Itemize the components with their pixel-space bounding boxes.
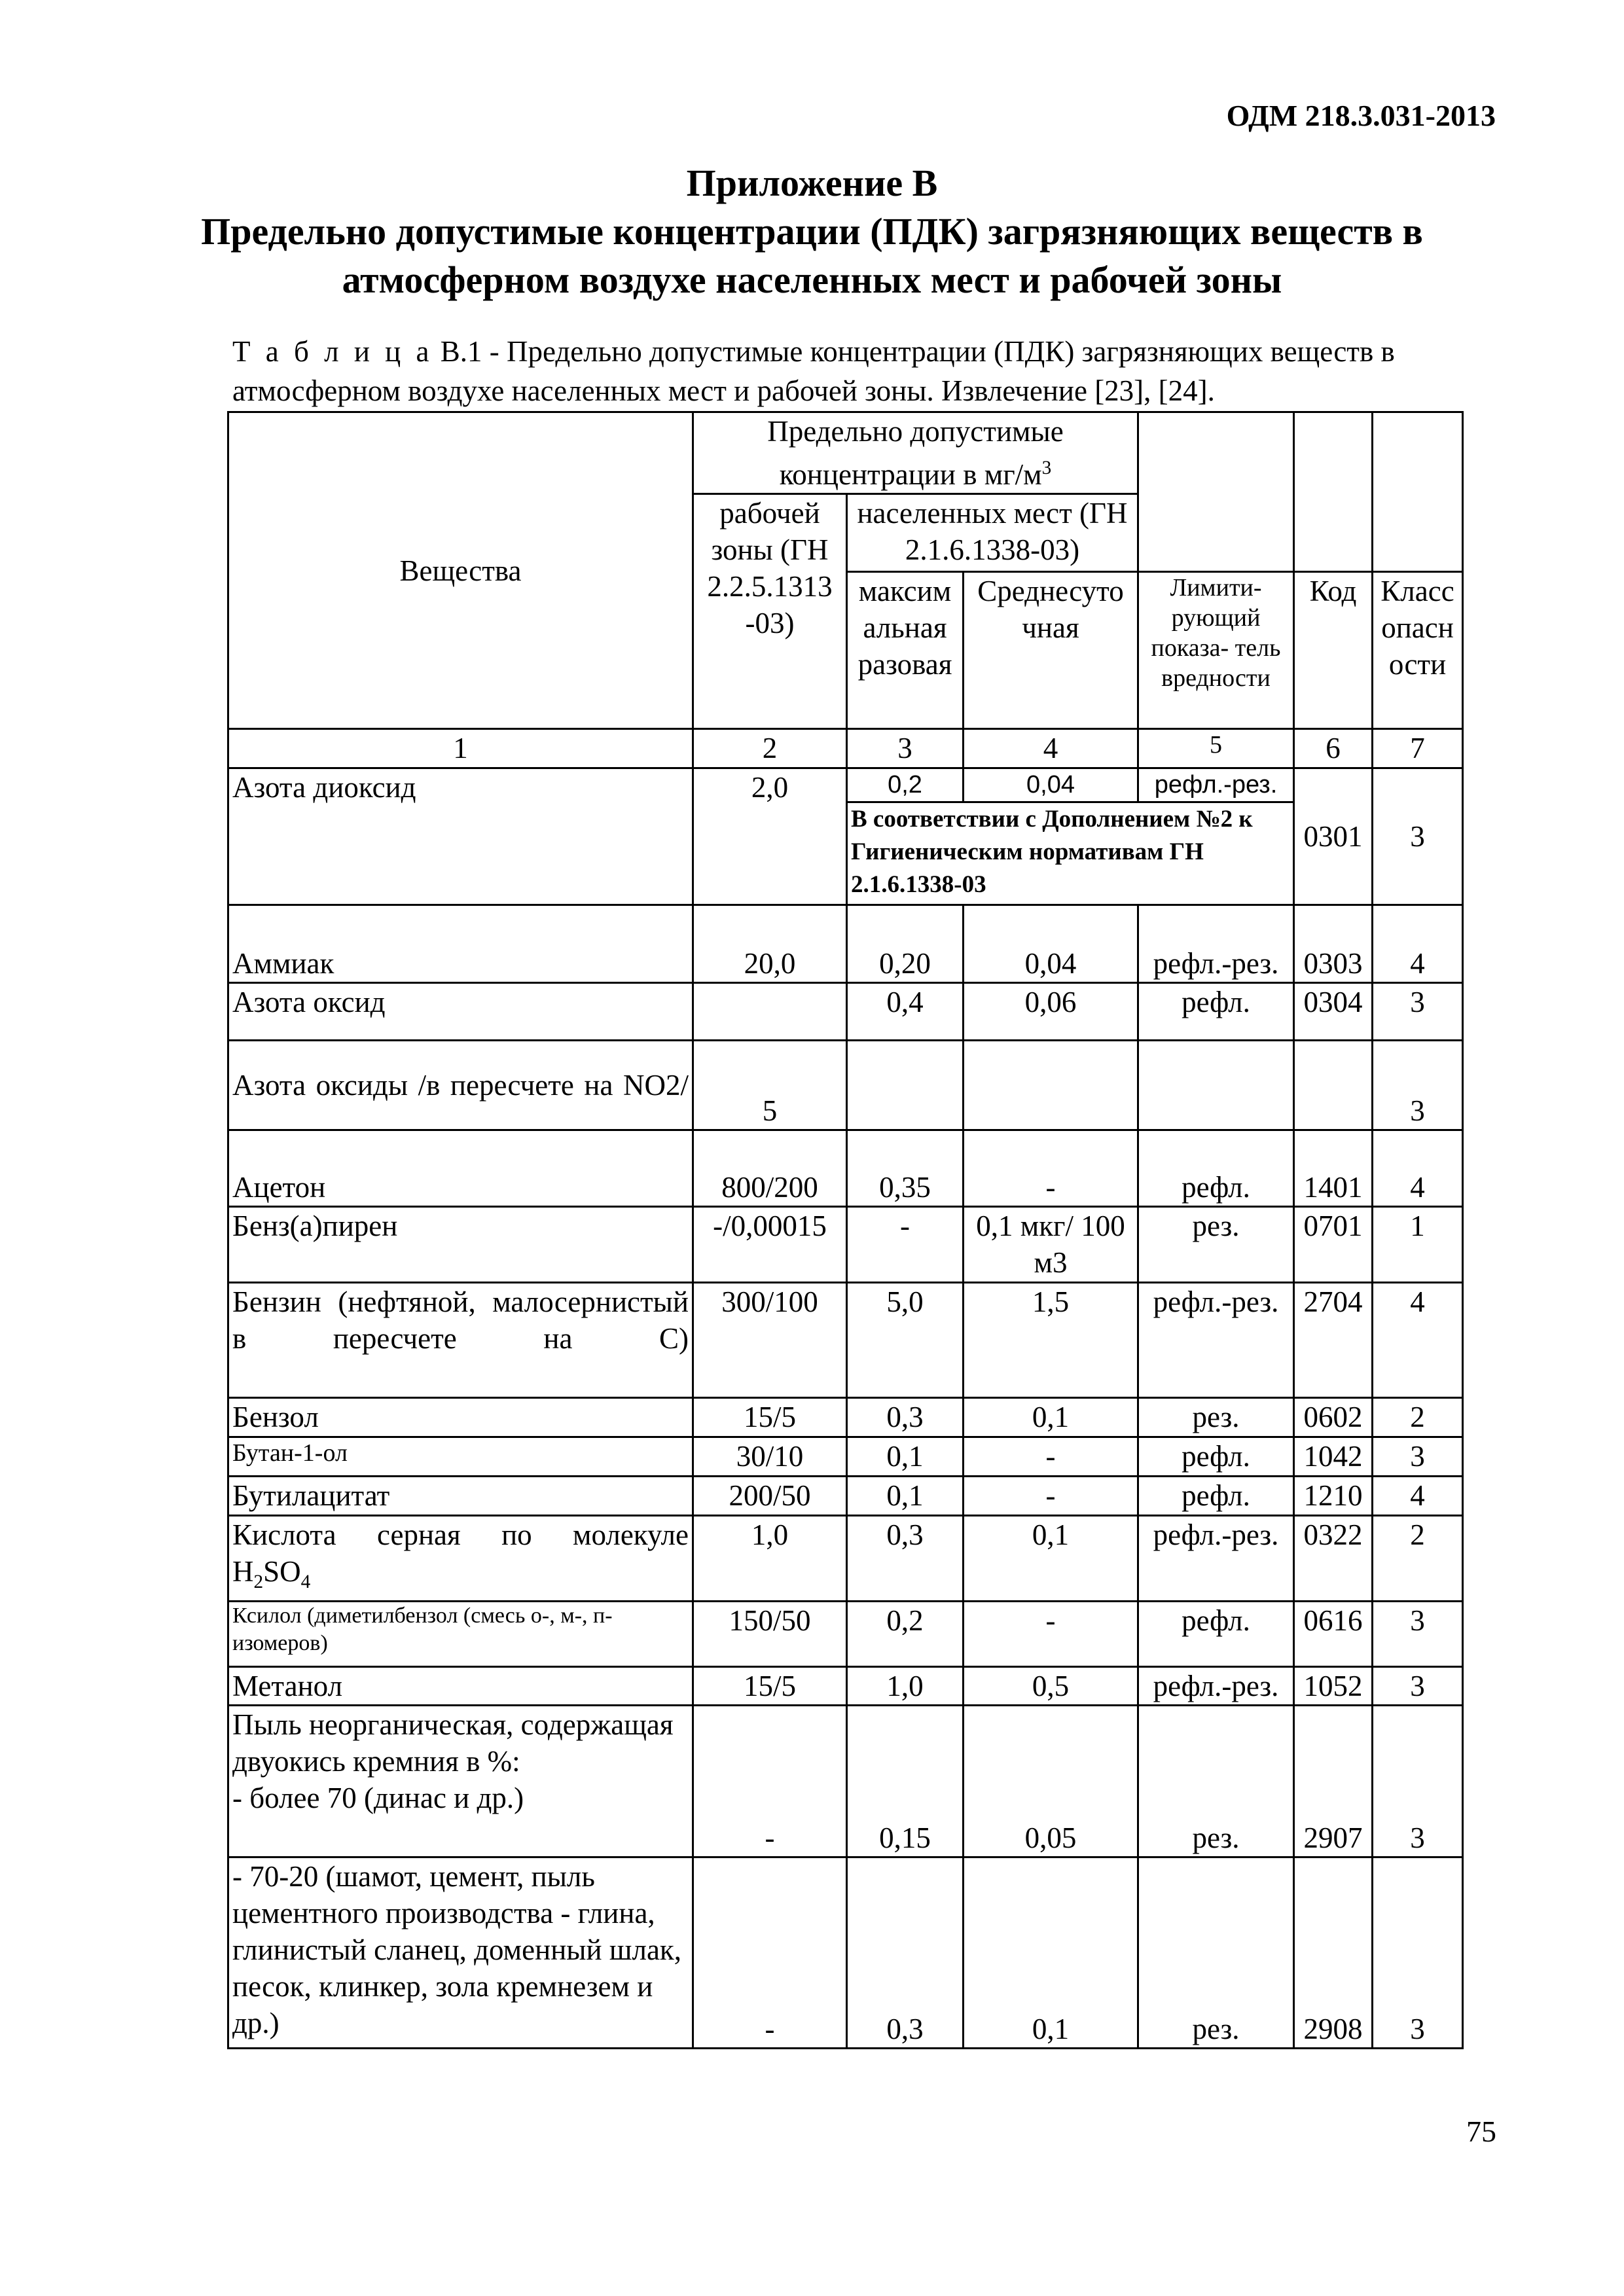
limiting-indicator-value: рефл.	[1138, 1437, 1294, 1477]
substance-name: Бутан-1-ол	[228, 1437, 693, 1477]
substance-name: Метанол	[228, 1667, 693, 1706]
substance-name: Аммиак	[228, 905, 693, 983]
daily-average-value: 0,1	[964, 1516, 1138, 1602]
table-row	[228, 1283, 1463, 1398]
table-row	[228, 1477, 1463, 1516]
header-max-single: максим альная разовая	[847, 572, 964, 729]
work-zone-value	[693, 983, 847, 1041]
limiting-indicator-value: рефл.-рез.	[1138, 1667, 1294, 1706]
table-row	[228, 1516, 1463, 1602]
hazard-class-value: 3	[1373, 1857, 1463, 2049]
supplement-note: В соответствии с Дополнением №2 к Гигиеническим нормативам ГН 2.1.6.1338-03	[847, 802, 1294, 905]
substance-subitem: - более 70 (динас и др.)	[232, 1782, 524, 1814]
code-value: 1052	[1294, 1667, 1373, 1706]
code-value: 1042	[1294, 1437, 1373, 1477]
daily-average-value: 0,1	[964, 1857, 1138, 2049]
work-zone-value: 30/10	[693, 1437, 847, 1477]
col-num: 6	[1294, 729, 1373, 768]
substance-name	[228, 1516, 693, 1602]
max-single-value: 0,4	[847, 983, 964, 1041]
hazard-class-value: 2	[1373, 1398, 1463, 1437]
max-single-value: 0,3	[847, 1398, 964, 1437]
code-value: 0701	[1294, 1207, 1373, 1283]
max-single-value: 0,20	[847, 905, 964, 983]
limiting-indicator-value: рефл.	[1138, 1130, 1294, 1207]
hazard-class-value: 4	[1373, 1477, 1463, 1516]
work-zone-value: 15/5	[693, 1667, 847, 1706]
daily-average-value: 0,5	[964, 1667, 1138, 1706]
code-value: 0616	[1294, 1602, 1373, 1667]
appendix-title: Приложение В	[686, 162, 938, 204]
max-single-value	[847, 1041, 964, 1130]
daily-average-value: 0,1 мкг/ 100 м3	[964, 1207, 1138, 1283]
col-num: 4	[964, 729, 1138, 768]
work-zone-value: 200/50	[693, 1477, 847, 1516]
max-single-value: 1,0	[847, 1667, 964, 1706]
max-single-value: 0,15	[847, 1706, 964, 1857]
work-zone-value: 20,0	[693, 905, 847, 983]
hazard-class-value: 3	[1373, 1667, 1463, 1706]
substance-name: Бензол	[228, 1398, 693, 1437]
code-value: 2908	[1294, 1857, 1373, 2049]
hazard-class-value: 2	[1373, 1516, 1463, 1602]
col-num: 7	[1373, 729, 1463, 768]
work-zone-value: 800/200	[693, 1130, 847, 1207]
code-value: 2907	[1294, 1706, 1373, 1857]
appendix-subtitle-line-1: Предельно допустимые концентрации (ПДК) загрязняющих веществ в	[201, 210, 1423, 253]
substance-name: Бенз(а)пирен	[228, 1207, 693, 1283]
header-empty-limiting	[1138, 412, 1294, 572]
daily-average-value	[964, 1041, 1138, 1130]
limiting-indicator-value: рефл.	[1138, 983, 1294, 1041]
daily-average-value: -	[964, 1477, 1138, 1516]
hazard-class-value: 3	[1373, 1706, 1463, 1857]
daily-average-value: -	[964, 1602, 1138, 1667]
limiting-indicator-value: рез.	[1138, 1398, 1294, 1437]
code-value: 0301	[1294, 768, 1373, 905]
appendix-subtitle-line-2: атмосферном воздухе населенных мест и рабочей зоны	[342, 259, 1282, 301]
max-single-value: 0,3	[847, 1516, 964, 1602]
max-single-value: 5,0	[847, 1283, 964, 1398]
substance-name	[228, 1706, 693, 1857]
table-row	[228, 1437, 1463, 1477]
header-empty-hazard	[1373, 412, 1463, 572]
table-row	[228, 1706, 1463, 1857]
work-zone-value: -	[693, 1857, 847, 2049]
table-caption-text: В.1 - Предельно допустимые концентрации (ПДК) загрязняющих веществ в атмосферном воздухе населенных мест и рабочей зоны. Извлечение [23], [24].	[232, 335, 1395, 407]
substance-name-text: Пыль неорганическая, содержащая двуокись кремния в %:	[232, 1708, 674, 1778]
daily-average-value: 0,05	[964, 1706, 1138, 1857]
limiting-indicator-value: рефл.	[1138, 1477, 1294, 1516]
daily-average-value: 0,1	[964, 1398, 1138, 1437]
sulfuric-acid-formula: $H_2SO_4$	[232, 1555, 311, 1592]
header-code: Код	[1294, 572, 1373, 729]
table-row	[228, 1602, 1463, 1667]
code-value: 2704	[1294, 1283, 1373, 1398]
daily-average-value: 0,04	[964, 768, 1138, 802]
hazard-class-value: 1	[1373, 1207, 1463, 1283]
table-caption-label: Т а б л и ц а	[232, 335, 433, 368]
limiting-indicator-value	[1138, 1041, 1294, 1130]
substance-name-text: Кислота серная по молекуле	[232, 1518, 689, 1551]
header-daily-average: Среднесуто чная	[964, 572, 1138, 729]
limiting-indicator-value: рефл.-рез.	[1138, 1283, 1294, 1398]
hazard-class-value: 3	[1373, 1437, 1463, 1477]
substance-name: Бутилацитат	[228, 1477, 693, 1516]
work-zone-value: 300/100	[693, 1283, 847, 1398]
hazard-class-value: 4	[1373, 1283, 1463, 1398]
max-single-value: -	[847, 1207, 964, 1283]
col-num: 2	[693, 729, 847, 768]
limiting-indicator-value: рез.	[1138, 1857, 1294, 2049]
table-row	[228, 1041, 1463, 1130]
substance-name: Азота оксид	[228, 983, 693, 1041]
max-single-value: 0,1	[847, 1477, 964, 1516]
hazard-class-value: 3	[1373, 1041, 1463, 1130]
daily-average-value: 0,06	[964, 983, 1138, 1041]
table-row	[228, 1130, 1463, 1207]
work-zone-value: 15/5	[693, 1398, 847, 1437]
work-zone-value: 1,0	[693, 1516, 847, 1602]
limiting-indicator-value: рефл.	[1138, 1602, 1294, 1667]
col-num: 5	[1138, 729, 1294, 768]
table-row	[228, 1207, 1463, 1283]
table-row	[228, 1857, 1463, 2049]
hazard-class-value: 3	[1373, 1602, 1463, 1667]
table-row	[228, 983, 1463, 1041]
substance-name: Ацетон	[228, 1130, 693, 1207]
table-row	[228, 905, 1463, 983]
header-work-zone: рабочей зоны (ГН 2.2.5.1313 -03)	[693, 494, 847, 729]
document-code: ОДМ 218.3.031-2013	[1226, 99, 1496, 132]
work-zone-value: -/0,00015	[693, 1207, 847, 1283]
substance-name: Ксилол (диметилбензол (смесь о-, м-, п- изомеров)	[228, 1602, 693, 1667]
limiting-indicator-value: рефл.-рез.	[1138, 905, 1294, 983]
table-row	[228, 768, 1463, 802]
max-single-value: 0,1	[847, 1437, 964, 1477]
table-caption	[232, 332, 1476, 410]
header-limiting-indicator: Лимити- рующий показа- тель вредности	[1138, 572, 1294, 729]
header-populated-areas: населенных мест (ГН 2.1.6.1338-03)	[847, 494, 1138, 572]
table-row	[228, 1667, 1463, 1706]
max-single-value: 0,2	[847, 768, 964, 802]
header-pdk-group: Предельно допустимые концентрации в $мг/м^3$	[693, 412, 1138, 494]
hazard-class-value: 4	[1373, 1130, 1463, 1207]
substance-name: Азота оксиды /в пересчете на NO2/	[228, 1041, 693, 1130]
substance-name: - 70-20 (шамот, цемент, пыль цементного производства - глина, глинистый сланец, доменный шлак, песок, клинкер, зола кремнезем и др.)	[228, 1857, 693, 2049]
code-value	[1294, 1041, 1373, 1130]
limiting-indicator-value: рез.	[1138, 1207, 1294, 1283]
col-num: 1	[228, 729, 693, 768]
hazard-class-value: 3	[1373, 983, 1463, 1041]
daily-average-value: 0,04	[964, 905, 1138, 983]
limiting-indicator-value: рез.	[1138, 1706, 1294, 1857]
code-value: 1401	[1294, 1130, 1373, 1207]
work-zone-value: 150/50	[693, 1602, 847, 1667]
limiting-indicator-value: рефл.-рез.	[1138, 1516, 1294, 1602]
col-num: 3	[847, 729, 964, 768]
substance-name: Бензин (нефтяной, малосернистый в пересчете на С)	[228, 1283, 693, 1398]
hazard-class-value: 3	[1373, 768, 1463, 905]
pdk-table	[227, 411, 1464, 2049]
header-hazard-class: Класс опасн ости	[1373, 572, 1463, 729]
work-zone-value: -	[693, 1706, 847, 1857]
work-zone-value: 2,0	[693, 768, 847, 905]
table-row	[228, 1398, 1463, 1437]
max-single-value: 0,3	[847, 1857, 964, 2049]
code-value: 1210	[1294, 1477, 1373, 1516]
code-value: 0303	[1294, 905, 1373, 983]
code-value: 0322	[1294, 1516, 1373, 1602]
code-value: 0304	[1294, 983, 1373, 1041]
code-value: 0602	[1294, 1398, 1373, 1437]
limiting-indicator-value: рефл.-рез.	[1138, 768, 1294, 802]
page-number: 75	[1466, 2115, 1496, 2148]
daily-average-value: -	[964, 1130, 1138, 1207]
column-number-row	[228, 729, 1463, 768]
header-empty-code	[1294, 412, 1373, 572]
substance-name: Азота диоксид	[228, 768, 693, 905]
max-single-value: 0,2	[847, 1602, 964, 1667]
header-substances: Вещества	[228, 412, 693, 729]
daily-average-value: 1,5	[964, 1283, 1138, 1398]
max-single-value: 0,35	[847, 1130, 964, 1207]
daily-average-value: -	[964, 1437, 1138, 1477]
work-zone-value: 5	[693, 1041, 847, 1130]
hazard-class-value: 4	[1373, 905, 1463, 983]
